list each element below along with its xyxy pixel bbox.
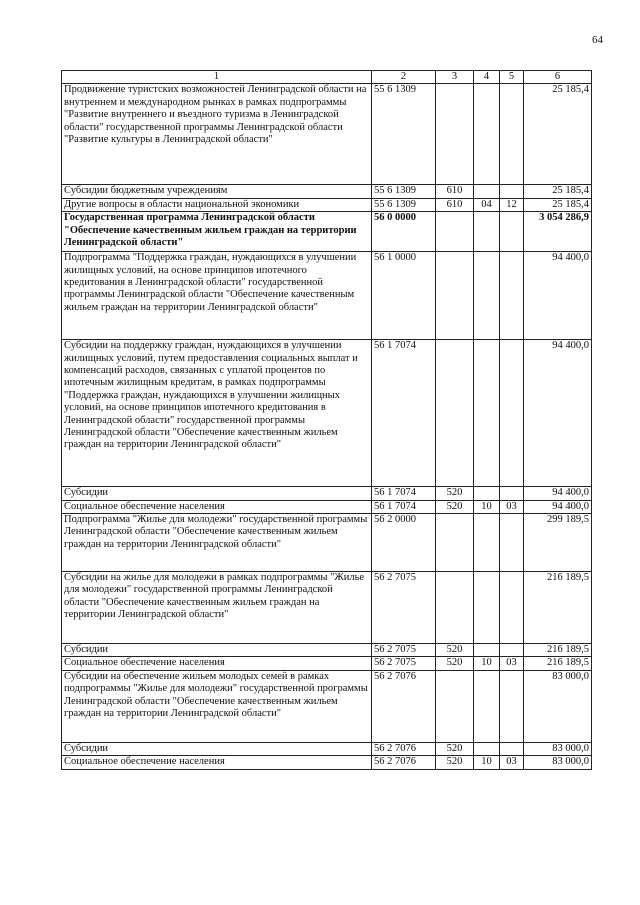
code-cell: 56 1 7074: [372, 340, 436, 487]
name-cell: Субсидии бюджетным учреждениям: [62, 185, 372, 198]
table-row: [62, 742, 592, 755]
column-header: 4: [474, 71, 500, 84]
pr-cell: [500, 572, 524, 644]
rz-cell: [474, 340, 500, 487]
vr-cell: [436, 340, 474, 487]
code-cell: 56 1 0000: [372, 252, 436, 340]
column-header: 3: [436, 71, 474, 84]
amount-cell: 25 185,4: [524, 198, 592, 211]
pr-cell: 12: [500, 198, 524, 211]
pr-cell: 03: [500, 756, 524, 769]
table-row: [62, 487, 592, 500]
amount-cell: 25 185,4: [524, 185, 592, 198]
name-cell: Социальное обеспечение населения: [62, 657, 372, 670]
table-row: [62, 252, 592, 340]
name-cell: Другие вопросы в области национальной экономики: [62, 198, 372, 211]
page-number: 64: [592, 34, 603, 46]
amount-cell: 3 054 286,9: [524, 212, 592, 252]
vr-cell: 610: [436, 198, 474, 211]
column-header: 5: [500, 71, 524, 84]
rz-cell: [474, 742, 500, 755]
code-cell: 56 2 7076: [372, 742, 436, 755]
amount-cell: 216 189,5: [524, 644, 592, 657]
code-cell: 56 2 7076: [372, 756, 436, 769]
code-cell: 55 6 1309: [372, 185, 436, 198]
budget-table: [61, 70, 592, 770]
code-cell: 56 1 7074: [372, 487, 436, 500]
name-cell: Социальное обеспечение населения: [62, 756, 372, 769]
vr-cell: [436, 212, 474, 252]
rz-cell: [474, 84, 500, 185]
code-cell: 55 6 1309: [372, 84, 436, 185]
table-row: [62, 657, 592, 670]
name-cell: Социальное обеспечение населения: [62, 500, 372, 513]
vr-cell: 520: [436, 657, 474, 670]
name-cell: Субсидии на поддержку граждан, нуждающихся в улучшении жилищных условий, путем предоставления социальных выплат и компенсаций расходов, связанных с уплатой процентов по ипотечным жилищным кредитам, в рамках подпрограммы "Поддержка граждан, нуждающихся в улучшении жилищных условий, на основе принципов ипотечного кредитования в Ленинградской области" государственной программы Ленинградской области "Обеспечение качественным жильем граждан на территории Ленинградской области": [62, 340, 372, 487]
amount-cell: 83 000,0: [524, 742, 592, 755]
vr-cell: 520: [436, 742, 474, 755]
vr-cell: 610: [436, 185, 474, 198]
table-row: [62, 572, 592, 644]
vr-cell: [436, 572, 474, 644]
vr-cell: [436, 514, 474, 572]
name-cell: Субсидии на обеспечение жильем молодых семей в рамках подпрограммы "Жилье для молодежи" государственной программы Ленинградской области "Обеспечение качественным жильем граждан на территории Ленинградской области": [62, 670, 372, 742]
pr-cell: [500, 742, 524, 755]
pr-cell: [500, 84, 524, 185]
rz-cell: [474, 212, 500, 252]
amount-cell: 94 400,0: [524, 487, 592, 500]
rz-cell: [474, 487, 500, 500]
vr-cell: 520: [436, 756, 474, 769]
table-row: [62, 514, 592, 572]
code-cell: 56 0 0000: [372, 212, 436, 252]
amount-cell: 83 000,0: [524, 670, 592, 742]
table-row: [62, 198, 592, 211]
code-cell: 56 2 7075: [372, 657, 436, 670]
table-row: [62, 500, 592, 513]
table-row: [62, 644, 592, 657]
name-cell: Субсидии: [62, 644, 372, 657]
amount-cell: 94 400,0: [524, 252, 592, 340]
table-row: [62, 212, 592, 252]
name-cell: Субсидии: [62, 742, 372, 755]
table-row: [62, 340, 592, 487]
pr-cell: 03: [500, 500, 524, 513]
amount-cell: 94 400,0: [524, 500, 592, 513]
table-body: [62, 71, 592, 770]
header-row: [62, 71, 592, 84]
rz-cell: [474, 644, 500, 657]
rz-cell: 04: [474, 198, 500, 211]
rz-cell: [474, 670, 500, 742]
rz-cell: [474, 185, 500, 198]
name-cell: Субсидии: [62, 487, 372, 500]
pr-cell: [500, 487, 524, 500]
code-cell: 56 2 7075: [372, 572, 436, 644]
pr-cell: 03: [500, 657, 524, 670]
rz-cell: 10: [474, 500, 500, 513]
vr-cell: [436, 84, 474, 185]
amount-cell: 94 400,0: [524, 340, 592, 487]
name-cell: Подпрограмма "Поддержка граждан, нуждающихся в улучшении жилищных условий, на основе принципов ипотечного кредитования в Ленинградской области" государственной программы Ленинградской области "Обеспечение качественным жильем граждан на территории Ленинградской области": [62, 252, 372, 340]
pr-cell: [500, 514, 524, 572]
column-header: 2: [372, 71, 436, 84]
code-cell: 56 1 7074: [372, 500, 436, 513]
pr-cell: [500, 252, 524, 340]
pr-cell: [500, 670, 524, 742]
amount-cell: 216 189,5: [524, 657, 592, 670]
amount-cell: 299 189,5: [524, 514, 592, 572]
code-cell: 56 2 7076: [372, 670, 436, 742]
vr-cell: 520: [436, 644, 474, 657]
pr-cell: [500, 340, 524, 487]
column-header: 1: [62, 71, 372, 84]
amount-cell: 25 185,4: [524, 84, 592, 185]
pr-cell: [500, 185, 524, 198]
name-cell: Подпрограмма "Жилье для молодежи" государственной программы Ленинградской области "Обеспечение качественным жильем граждан на территории Ленинградской области": [62, 514, 372, 572]
name-cell: Государственная программа Ленинградской области "Обеспечение качественным жильем граждан на территории Ленинградской области": [62, 212, 372, 252]
rz-cell: [474, 252, 500, 340]
table-row: [62, 756, 592, 769]
rz-cell: [474, 572, 500, 644]
table-row: [62, 185, 592, 198]
pr-cell: [500, 644, 524, 657]
vr-cell: 520: [436, 500, 474, 513]
code-cell: 56 2 7075: [372, 644, 436, 657]
amount-cell: 83 000,0: [524, 756, 592, 769]
rz-cell: 10: [474, 756, 500, 769]
code-cell: 56 2 0000: [372, 514, 436, 572]
column-header: 6: [524, 71, 592, 84]
table-row: [62, 84, 592, 185]
table-row: [62, 670, 592, 742]
name-cell: Субсидии на жилье для молодежи в рамках подпрограммы "Жилье для молодежи" государственной программы Ленинградской области "Обеспечение качественным жильем граждан на территории Ленинградской области": [62, 572, 372, 644]
rz-cell: 10: [474, 657, 500, 670]
vr-cell: [436, 670, 474, 742]
pr-cell: [500, 212, 524, 252]
name-cell: Продвижение туристских возможностей Ленинградской области на внутреннем и международном рынках в рамках подпрограммы "Развитие внутреннего и въездного туризма в Ленинградской области" государственной программы Ленинградской области "Развитие культуры в Ленинградской области": [62, 84, 372, 185]
rz-cell: [474, 514, 500, 572]
amount-cell: 216 189,5: [524, 572, 592, 644]
vr-cell: [436, 252, 474, 340]
code-cell: 55 6 1309: [372, 198, 436, 211]
vr-cell: 520: [436, 487, 474, 500]
